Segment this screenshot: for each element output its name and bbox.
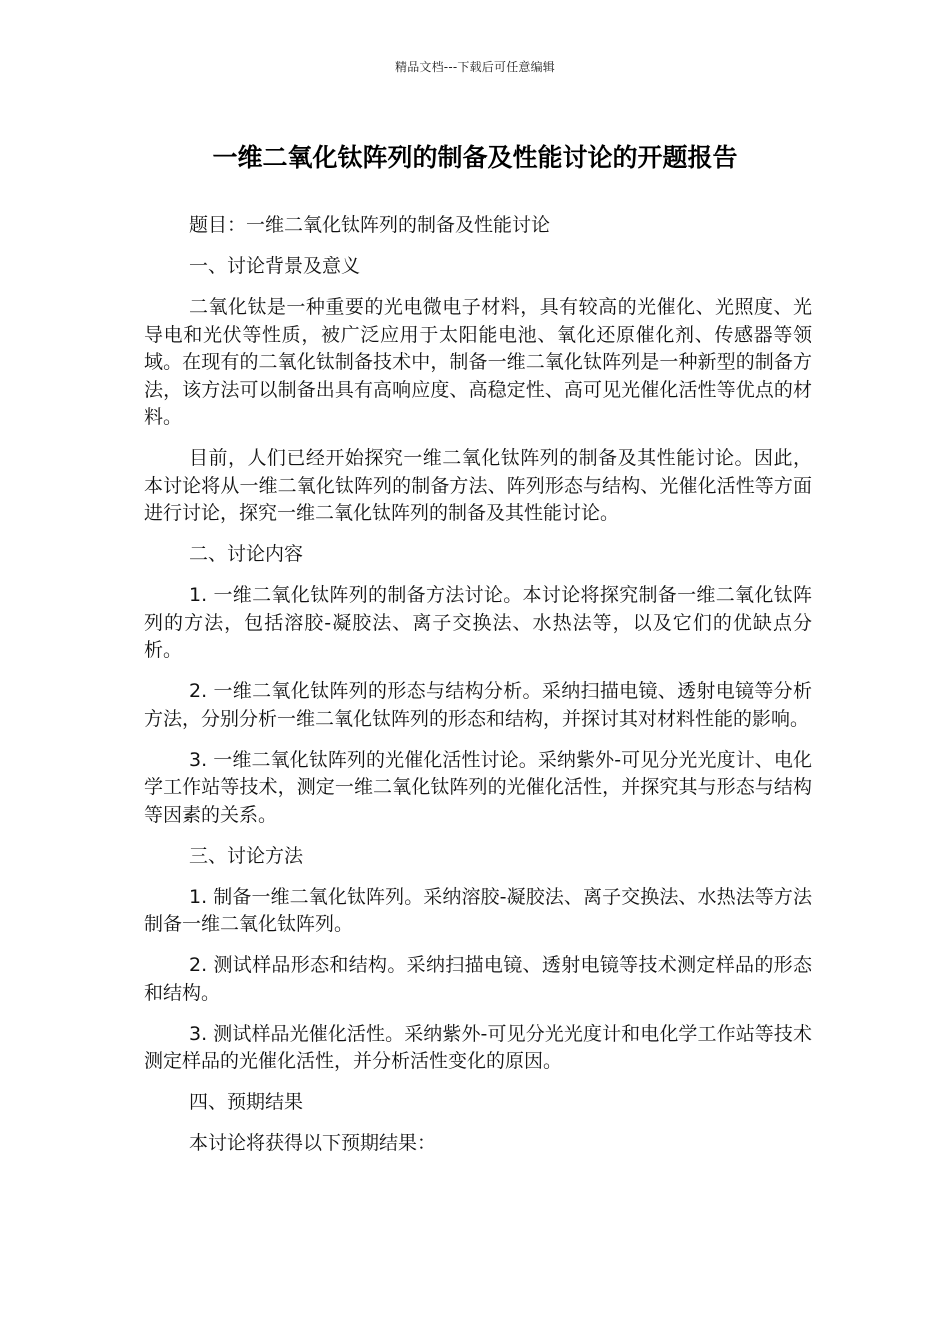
document-body [144,212,812,1171]
header-note: 精品文档---下载后可任意编辑 [395,60,555,74]
expected-results-intro: 本讨论将获得以下预期结果： [189,1132,437,1154]
content-item-3: 3. 一维二氧化钛阵列的光催化活性讨论。采纳紫外-可见分光光度计、电化学工作站等技术，测定一维二氧化钛阵列的光催化活性，并探究其与形态与结构等因素的关系。 [144,748,812,826]
section-heading-methods: 三、讨论方法 [189,844,304,867]
section-heading-expected-results: 四、预期结果 [189,1091,304,1113]
method-item-1: 1. 制备一维二氧化钛阵列。采纳溶胶-凝胶法、离子交换法、水热法等方法制备一维二氧化钛阵列。 [144,885,812,935]
method-item-2: 2. 测试样品形态和结构。采纳扫描电镜、透射电镜等技术测定样品的形态和结构。 [144,954,812,1004]
topic-line: 题目：一维二氧化钛阵列的制备及性能讨论 [189,214,551,236]
paragraph-background: 二氧化钛是一种重要的光电微电子材料，具有较高的光催化、光照度、光导电和光伏等性质，被广泛应用于太阳能电池、氧化还原催化剂、传感器等领域。在现有的二氧化钛制备技术中，制备一维二氧化钛阵列是一种新型的制备方法，该方法可以制备出具有高响应度、高稳定性、高可见光催化活性等优点的材料。 [144,296,812,428]
paragraph-current-status: 目前，人们已经开始探究一维二氧化钛阵列的制备及其性能讨论。因此，本讨论将从一维二氧化钛阵列的制备方法、阵列形态与结构、光催化活性等方面进行讨论，探究一维二氧化钛阵列的制备及其性能讨论。 [144,447,812,524]
section-heading-background: 一、讨论背景及意义 [189,255,361,277]
method-item-3: 3. 测试样品光催化活性。采纳紫外-可见分光光度计和电化学工作站等技术测定样品的光催化活性，并分析活性变化的原因。 [144,1022,812,1072]
document-title: 一维二氧化钛阵列的制备及性能讨论的开题报告 [212,143,738,172]
content-item-2: 2. 一维二氧化钛阵列的形态与结构分析。采纳扫描电镜、透射电镜等分析方法，分别分析一维二氧化钛阵列的形态和结构，并探讨其对材料性能的影响。 [144,680,812,730]
content-item-1: 1. 一维二氧化钛阵列的制备方法讨论。本讨论将探究制备一维二氧化钛阵列的方法，包括溶胶-凝胶法、离子交换法、水热法等，以及它们的优缺点分析。 [144,584,812,661]
section-heading-content: 二、讨论内容 [189,543,304,565]
